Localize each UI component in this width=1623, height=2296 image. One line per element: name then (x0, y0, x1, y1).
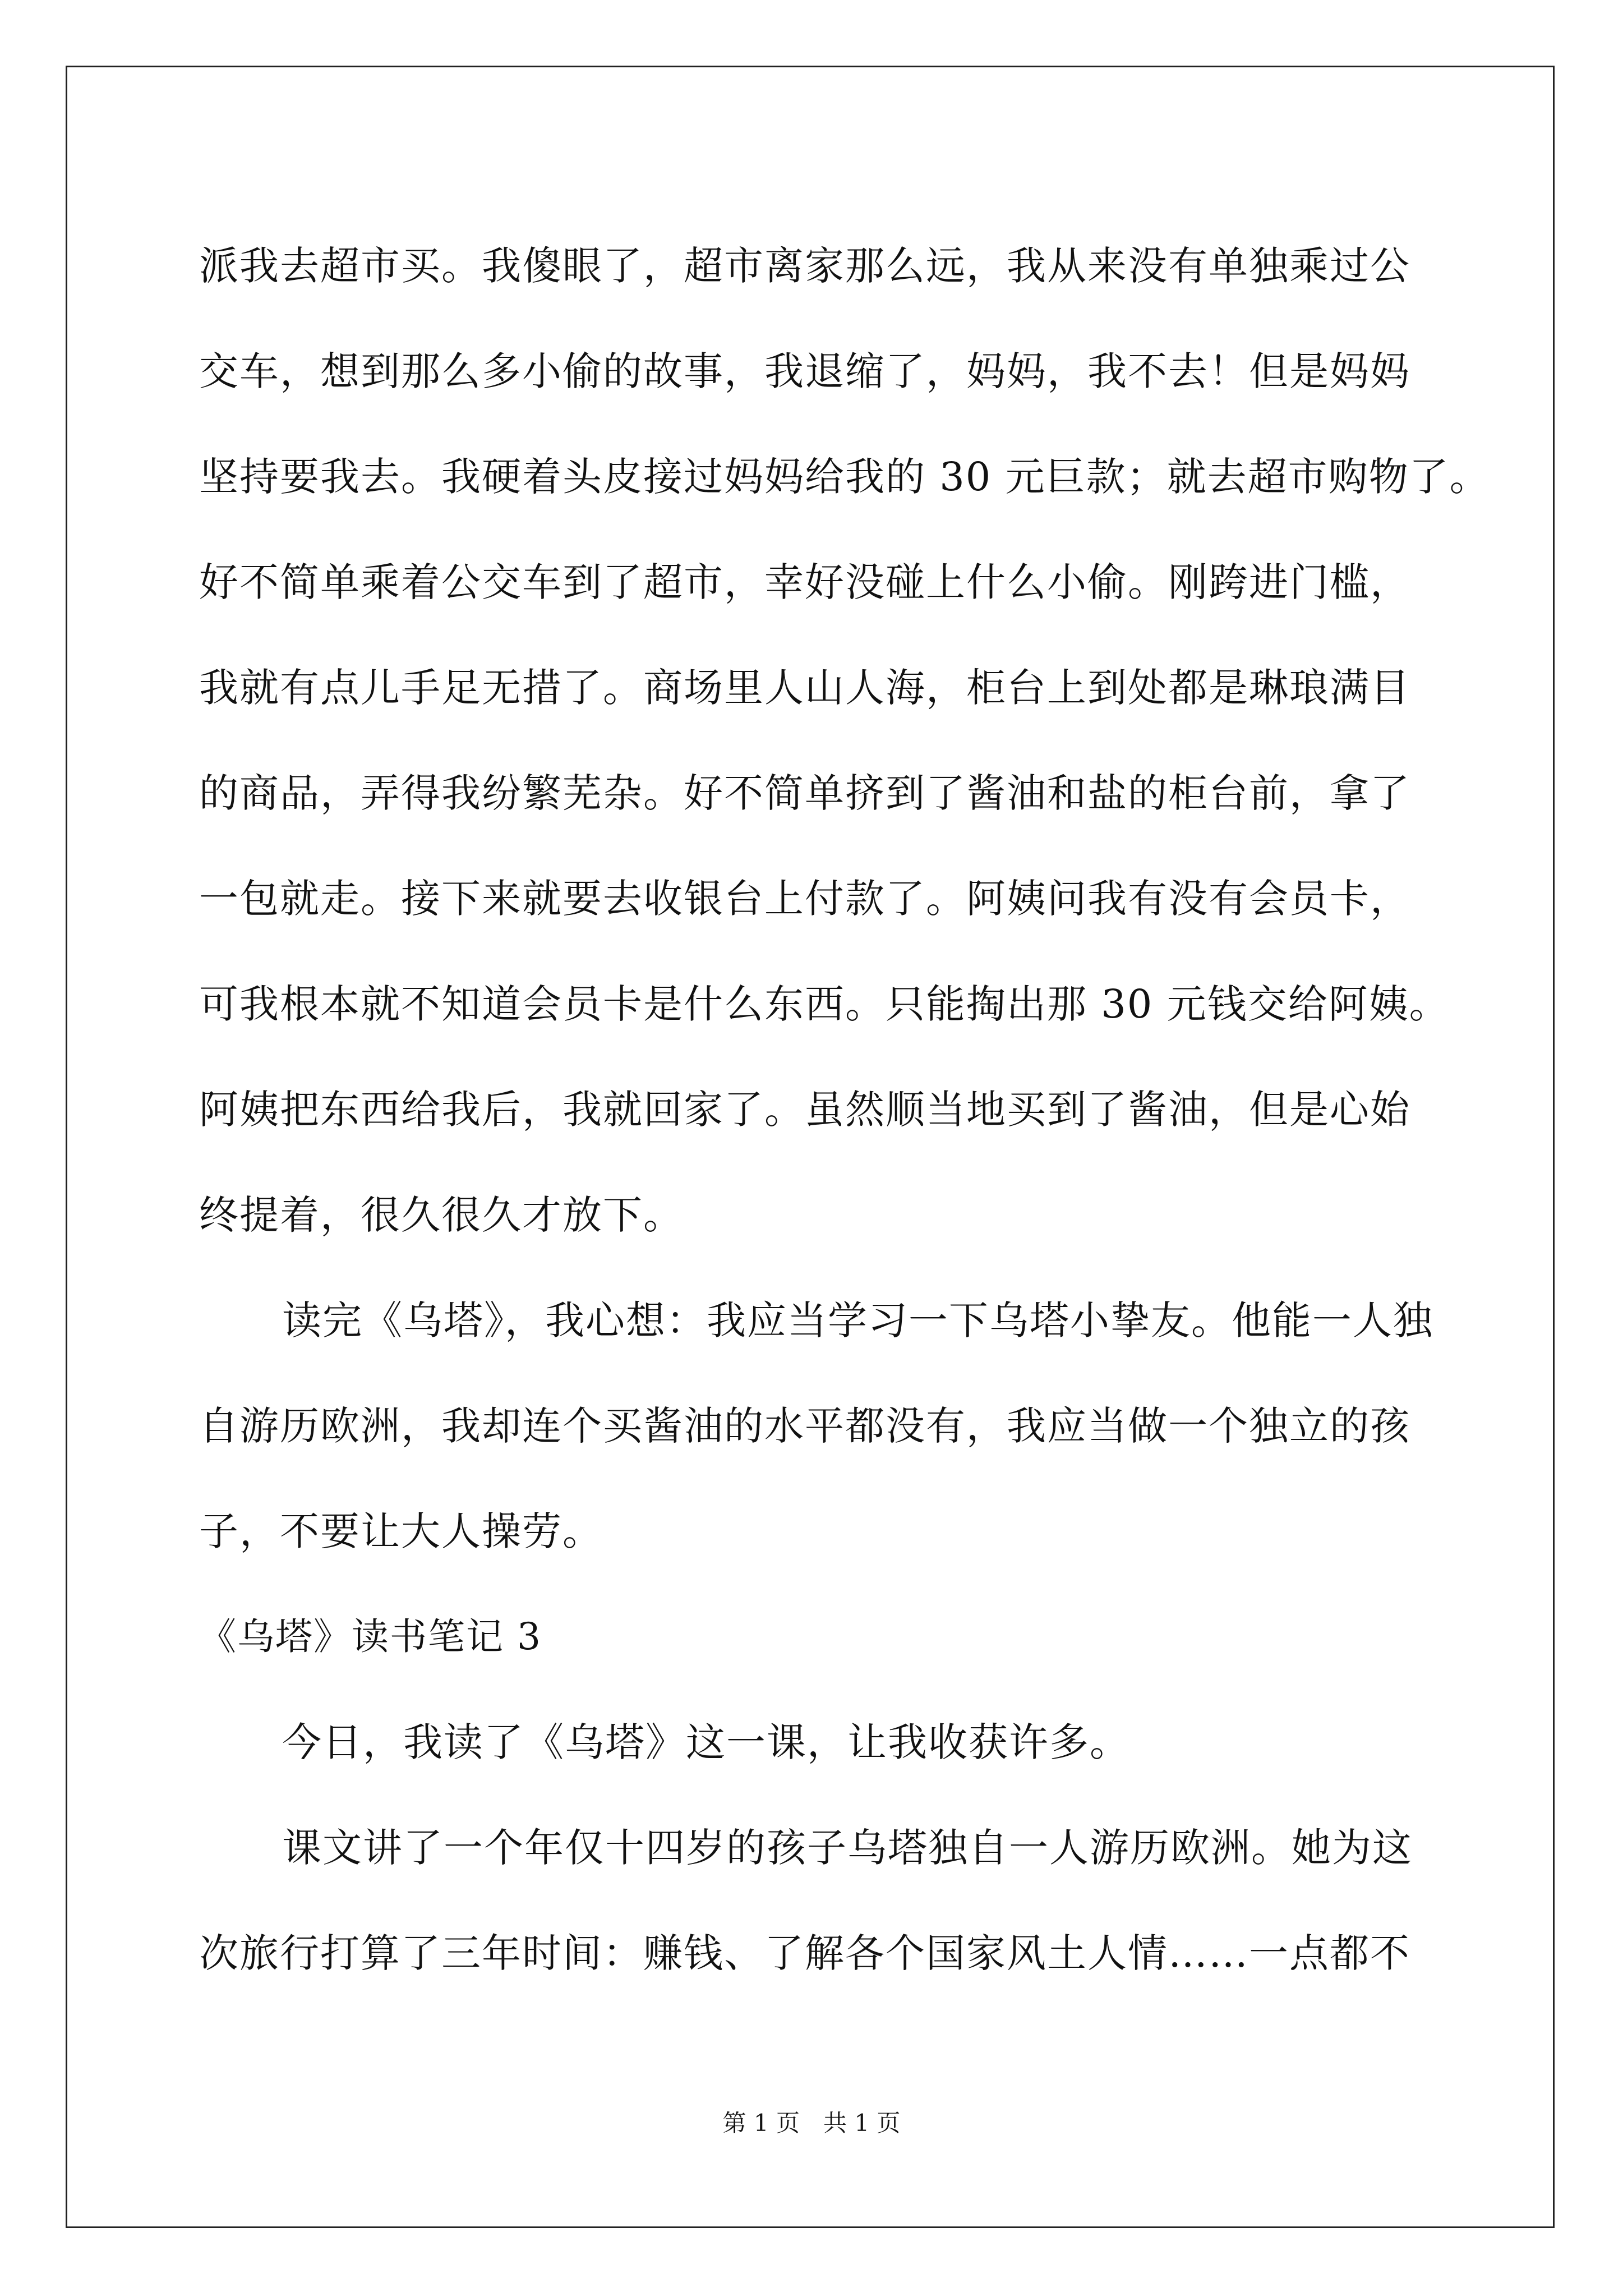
text-line: 次旅行打算了三年时间：赚钱、了解各个国家风土人情……一点都不 (199, 1930, 1410, 1976)
paragraph (199, 1690, 1422, 1795)
paragraph (199, 1268, 1433, 1584)
text-line: 读完《乌塔》，我心想：我应当学习一下乌塔小挚友。他能一人独 (282, 1297, 1433, 1343)
paragraph (199, 1795, 1422, 2006)
text-line: 阿姨把东西给我后，我就回家了。虽然顺当地买到了酱油，但是心始 (199, 1087, 1410, 1133)
text-line: 我就有点儿手足无措了。商场里人山人海，柜台上到处都是琳琅满目 (199, 665, 1410, 711)
text-line: 坚持要我去。我硬着头皮接过妈妈给我的 30 元巨款；就去超市购物了。 (199, 454, 1490, 500)
text-line: 可我根本就不知道会员卡是什么东西。只能掏出那 30 元钱交给阿姨。 (199, 981, 1450, 1027)
text-line: 终提着，很久很久才放下。 (199, 1192, 684, 1238)
text-line: 一包就走。接下来就要去收银台上付款了。阿姨问我有没有会员卡， (199, 876, 1410, 922)
text-line: 课文讲了一个年仅十四岁的孩子乌塔独自一人游历欧洲。她为这 (282, 1825, 1413, 1871)
page-number-footer: 第 1 页 共 1 页 (722, 2109, 901, 2137)
text-line: 交车，想到那么多小偷的故事，我退缩了，妈妈，我不去！但是妈妈 (199, 348, 1410, 394)
text-line: 今日，我读了《乌塔》这一课，让我收获许多。 (282, 1719, 1130, 1765)
paragraph (199, 213, 1490, 1268)
section-heading: 《乌塔》读书笔记 3 (199, 1615, 542, 1658)
text-line: 的商品，弄得我纷繁芜杂。好不简单挤到了酱油和盐的柜台前，拿了 (199, 770, 1410, 816)
text-line: 自游历欧洲，我却连个买酱油的水平都没有，我应当做一个独立的孩 (199, 1403, 1410, 1449)
document-body (199, 213, 1490, 2006)
text-line: 派我去超市买。我傻眼了，超市离家那么远，我从来没有单独乘过公 (199, 243, 1410, 289)
text-line: 好不简单乘着公交车到了超市，幸好没碰上什么小偷。刚跨进门槛， (199, 559, 1410, 605)
text-line: 子，不要让大人操劳。 (199, 1508, 603, 1554)
